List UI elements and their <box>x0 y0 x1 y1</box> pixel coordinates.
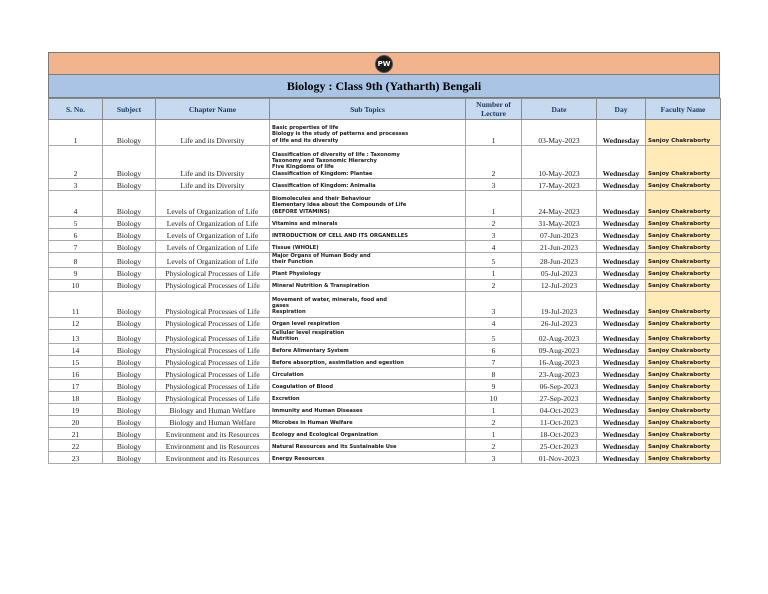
cell-sno: 19 <box>49 404 103 416</box>
cell-faculty: Sanjoy Chakraborty <box>646 291 721 317</box>
cell-day: Wednesday <box>597 404 646 416</box>
sheet-title: Biology : Class 9th (Yatharth) Bengali <box>48 74 720 98</box>
cell-date: 23-Aug-2023 <box>522 368 597 380</box>
cell-sno: 5 <box>49 217 103 229</box>
table-row <box>49 344 721 356</box>
cell-subject: Biology <box>103 291 156 317</box>
cell-subject: Biology <box>103 416 156 428</box>
cell-sno: 6 <box>49 229 103 241</box>
cell-chapter: Levels of Organization of Life <box>156 229 270 241</box>
cell-lecture: 1 <box>466 428 522 440</box>
cell-faculty: Sanjoy Chakraborty <box>646 279 721 291</box>
cell-day: Wednesday <box>597 217 646 229</box>
cell-subject: Biology <box>103 329 156 344</box>
cell-faculty: Sanjoy Chakraborty <box>646 344 721 356</box>
table-body <box>49 120 721 464</box>
logo-bar <box>48 52 720 74</box>
cell-date: 19-Jul-2023 <box>522 291 597 317</box>
cell-sno: 15 <box>49 356 103 368</box>
cell-sno: 2 <box>49 146 103 179</box>
cell-lecture: 9 <box>466 380 522 392</box>
table-row <box>49 146 721 179</box>
table-row <box>49 253 721 268</box>
cell-sno: 23 <box>49 452 103 464</box>
cell-subtopics: Circulation <box>270 368 466 380</box>
cell-day: Wednesday <box>597 428 646 440</box>
cell-subtopics: Classification of diversity of life : Taxonomy Taxonomy and Taxonomic Hierarchy Five Kingdoms of life Classification of Kingdom: Plantae <box>270 146 466 179</box>
table-row <box>49 404 721 416</box>
cell-chapter: Levels of Organization of Life <box>156 191 270 217</box>
cell-day: Wednesday <box>597 440 646 452</box>
cell-subject: Biology <box>103 253 156 268</box>
cell-subject: Biology <box>103 317 156 329</box>
table-row <box>49 217 721 229</box>
cell-lecture: 2 <box>466 146 522 179</box>
cell-faculty: Sanjoy Chakraborty <box>646 416 721 428</box>
cell-subject: Biology <box>103 440 156 452</box>
cell-chapter: Life and its Diversity <box>156 179 270 191</box>
table-row <box>49 440 721 452</box>
cell-subject: Biology <box>103 191 156 217</box>
cell-subtopics: Before absorption, assimilation and egestion <box>270 356 466 368</box>
cell-date: 02-Aug-2023 <box>522 329 597 344</box>
cell-sno: 18 <box>49 392 103 404</box>
cell-chapter: Physiological Processes of Life <box>156 291 270 317</box>
cell-subject: Biology <box>103 217 156 229</box>
cell-date: 05-Jul-2023 <box>522 267 597 279</box>
cell-chapter: Environment and its Resources <box>156 428 270 440</box>
cell-chapter: Physiological Processes of Life <box>156 356 270 368</box>
header-subject: Subject <box>103 99 156 120</box>
cell-chapter: Physiological Processes of Life <box>156 317 270 329</box>
cell-faculty: Sanjoy Chakraborty <box>646 317 721 329</box>
cell-date: 18-Oct-2023 <box>522 428 597 440</box>
cell-day: Wednesday <box>597 279 646 291</box>
pw-logo-icon: PW <box>375 55 393 73</box>
cell-day: Wednesday <box>597 416 646 428</box>
cell-subject: Biology <box>103 356 156 368</box>
cell-date: 25-Oct-2023 <box>522 440 597 452</box>
cell-lecture: 10 <box>466 392 522 404</box>
cell-lecture: 1 <box>466 191 522 217</box>
cell-subtopics: Mineral Nutrition & Transpiration <box>270 279 466 291</box>
cell-day: Wednesday <box>597 191 646 217</box>
cell-lecture: 2 <box>466 416 522 428</box>
table-row <box>49 356 721 368</box>
cell-lecture: 2 <box>466 440 522 452</box>
header-chapter: Chapter Name <box>156 99 270 120</box>
cell-subject: Biology <box>103 428 156 440</box>
cell-sno: 9 <box>49 267 103 279</box>
cell-subject: Biology <box>103 344 156 356</box>
cell-chapter: Environment and its Resources <box>156 452 270 464</box>
cell-faculty: Sanjoy Chakraborty <box>646 329 721 344</box>
schedule-table <box>48 98 721 464</box>
cell-chapter: Life and its Diversity <box>156 146 270 179</box>
cell-day: Wednesday <box>597 291 646 317</box>
cell-lecture: 6 <box>466 344 522 356</box>
cell-subject: Biology <box>103 404 156 416</box>
cell-date: 24-May-2023 <box>522 191 597 217</box>
cell-faculty: Sanjoy Chakraborty <box>646 191 721 217</box>
cell-day: Wednesday <box>597 368 646 380</box>
table-row <box>49 416 721 428</box>
cell-date: 01-Nov-2023 <box>522 452 597 464</box>
cell-chapter: Physiological Processes of Life <box>156 380 270 392</box>
cell-lecture: 1 <box>466 404 522 416</box>
cell-day: Wednesday <box>597 392 646 404</box>
cell-faculty: Sanjoy Chakraborty <box>646 428 721 440</box>
table-row <box>49 428 721 440</box>
cell-faculty: Sanjoy Chakraborty <box>646 120 721 146</box>
cell-date: 21-Jun-2023 <box>522 241 597 253</box>
cell-lecture: 5 <box>466 329 522 344</box>
cell-chapter: Levels of Organization of Life <box>156 217 270 229</box>
cell-date: 31-May-2023 <box>522 217 597 229</box>
table-row <box>49 368 721 380</box>
cell-lecture: 3 <box>466 452 522 464</box>
cell-day: Wednesday <box>597 452 646 464</box>
header-day: Day <box>597 99 646 120</box>
cell-faculty: Sanjoy Chakraborty <box>646 356 721 368</box>
cell-subject: Biology <box>103 380 156 392</box>
cell-day: Wednesday <box>597 356 646 368</box>
cell-subtopics: Classification of Kingdom: Animalia <box>270 179 466 191</box>
cell-date: 27-Sep-2023 <box>522 392 597 404</box>
header-sno: S. No. <box>49 99 103 120</box>
cell-sno: 8 <box>49 253 103 268</box>
cell-day: Wednesday <box>597 146 646 179</box>
cell-chapter: Life and its Diversity <box>156 120 270 146</box>
cell-lecture: 3 <box>466 291 522 317</box>
cell-sno: 13 <box>49 329 103 344</box>
cell-lecture: 1 <box>466 267 522 279</box>
cell-subtopics: Tissue (WHOLE) <box>270 241 466 253</box>
cell-subtopics: Basic properties of life Biology is the study of patterns and processes of life and its diversity <box>270 120 466 146</box>
cell-subtopics: Biomolecules and their Behaviour Elementary idea about the Compounds of Life (BEFORE VITAMINS) <box>270 191 466 217</box>
cell-date: 04-Oct-2023 <box>522 404 597 416</box>
cell-sno: 12 <box>49 317 103 329</box>
cell-subject: Biology <box>103 241 156 253</box>
header-lecture: Number of Lecture <box>466 99 522 120</box>
cell-date: 03-May-2023 <box>522 120 597 146</box>
cell-sno: 21 <box>49 428 103 440</box>
cell-lecture: 7 <box>466 356 522 368</box>
table-row <box>49 179 721 191</box>
cell-day: Wednesday <box>597 380 646 392</box>
cell-chapter: Biology and Human Welfare <box>156 404 270 416</box>
cell-chapter: Levels of Organization of Life <box>156 241 270 253</box>
cell-subject: Biology <box>103 279 156 291</box>
cell-date: 26-Jul-2023 <box>522 317 597 329</box>
cell-day: Wednesday <box>597 179 646 191</box>
cell-faculty: Sanjoy Chakraborty <box>646 253 721 268</box>
cell-faculty: Sanjoy Chakraborty <box>646 452 721 464</box>
cell-subtopics: Coagulation of Blood <box>270 380 466 392</box>
cell-lecture: 5 <box>466 253 522 268</box>
cell-faculty: Sanjoy Chakraborty <box>646 440 721 452</box>
cell-date: 16-Aug-2023 <box>522 356 597 368</box>
cell-chapter: Physiological Processes of Life <box>156 392 270 404</box>
cell-sno: 20 <box>49 416 103 428</box>
schedule-sheet <box>48 52 720 464</box>
table-row <box>49 380 721 392</box>
cell-faculty: Sanjoy Chakraborty <box>646 392 721 404</box>
header-faculty: Faculty Name <box>646 99 721 120</box>
table-row <box>49 291 721 317</box>
cell-subject: Biology <box>103 229 156 241</box>
cell-day: Wednesday <box>597 229 646 241</box>
cell-sno: 17 <box>49 380 103 392</box>
cell-day: Wednesday <box>597 253 646 268</box>
table-row <box>49 191 721 217</box>
cell-faculty: Sanjoy Chakraborty <box>646 217 721 229</box>
table-row <box>49 229 721 241</box>
cell-day: Wednesday <box>597 329 646 344</box>
cell-sno: 3 <box>49 179 103 191</box>
cell-lecture: 4 <box>466 317 522 329</box>
cell-subject: Biology <box>103 452 156 464</box>
cell-sno: 22 <box>49 440 103 452</box>
cell-faculty: Sanjoy Chakraborty <box>646 179 721 191</box>
cell-subject: Biology <box>103 392 156 404</box>
cell-faculty: Sanjoy Chakraborty <box>646 229 721 241</box>
cell-date: 06-Sep-2023 <box>522 380 597 392</box>
cell-subtopics: Major Organs of Human Body and their Function <box>270 253 466 268</box>
cell-subtopics: Natural Resources and its Sustainable Use <box>270 440 466 452</box>
cell-subtopics: Cellular level respiration Nutrition <box>270 329 466 344</box>
cell-subject: Biology <box>103 368 156 380</box>
cell-date: 07-Jun-2023 <box>522 229 597 241</box>
cell-date: 11-Oct-2023 <box>522 416 597 428</box>
cell-chapter: Physiological Processes of Life <box>156 279 270 291</box>
table-row <box>49 329 721 344</box>
cell-day: Wednesday <box>597 317 646 329</box>
cell-chapter: Environment and its Resources <box>156 440 270 452</box>
cell-subtopics: Organ level respiration <box>270 317 466 329</box>
table-row <box>49 317 721 329</box>
cell-date: 09-Aug-2023 <box>522 344 597 356</box>
cell-day: Wednesday <box>597 344 646 356</box>
table-row <box>49 279 721 291</box>
cell-lecture: 2 <box>466 217 522 229</box>
cell-chapter: Physiological Processes of Life <box>156 344 270 356</box>
cell-faculty: Sanjoy Chakraborty <box>646 380 721 392</box>
table-row <box>49 120 721 146</box>
cell-date: 17-May-2023 <box>522 179 597 191</box>
table-row <box>49 452 721 464</box>
header-date: Date <box>522 99 597 120</box>
table-row <box>49 392 721 404</box>
cell-day: Wednesday <box>597 267 646 279</box>
cell-chapter: Levels of Organization of Life <box>156 253 270 268</box>
cell-subject: Biology <box>103 179 156 191</box>
cell-subtopics: Energy Resources <box>270 452 466 464</box>
cell-subtopics: Movement of water, minerals, food and gases Respiration <box>270 291 466 317</box>
cell-sno: 10 <box>49 279 103 291</box>
cell-sno: 1 <box>49 120 103 146</box>
cell-subtopics: Microbes in Human Welfare <box>270 416 466 428</box>
cell-subject: Biology <box>103 146 156 179</box>
cell-lecture: 2 <box>466 279 522 291</box>
cell-date: 28-Jun-2023 <box>522 253 597 268</box>
table-header-row <box>49 99 721 120</box>
cell-day: Wednesday <box>597 241 646 253</box>
cell-subtopics: INTRODUCTION OF CELL AND ITS ORGANELLES <box>270 229 466 241</box>
cell-faculty: Sanjoy Chakraborty <box>646 146 721 179</box>
cell-subject: Biology <box>103 120 156 146</box>
cell-subtopics: Immunity and Human Diseases <box>270 404 466 416</box>
cell-lecture: 8 <box>466 368 522 380</box>
cell-lecture: 1 <box>466 120 522 146</box>
cell-subtopics: Vitamins and minerals <box>270 217 466 229</box>
cell-lecture: 4 <box>466 241 522 253</box>
cell-chapter: Physiological Processes of Life <box>156 329 270 344</box>
cell-subtopics: Excretion <box>270 392 466 404</box>
cell-faculty: Sanjoy Chakraborty <box>646 368 721 380</box>
cell-date: 10-May-2023 <box>522 146 597 179</box>
cell-sno: 11 <box>49 291 103 317</box>
cell-lecture: 3 <box>466 179 522 191</box>
cell-faculty: Sanjoy Chakraborty <box>646 267 721 279</box>
cell-subject: Biology <box>103 267 156 279</box>
header-subtopics: Sub Topics <box>270 99 466 120</box>
cell-chapter: Biology and Human Welfare <box>156 416 270 428</box>
cell-faculty: Sanjoy Chakraborty <box>646 241 721 253</box>
cell-sno: 4 <box>49 191 103 217</box>
table-row <box>49 241 721 253</box>
cell-subtopics: Ecology and Ecological Organization <box>270 428 466 440</box>
cell-sno: 16 <box>49 368 103 380</box>
cell-faculty: Sanjoy Chakraborty <box>646 404 721 416</box>
cell-sno: 7 <box>49 241 103 253</box>
cell-date: 12-Jul-2023 <box>522 279 597 291</box>
cell-subtopics: Before Alimentary System <box>270 344 466 356</box>
cell-chapter: Physiological Processes of Life <box>156 368 270 380</box>
cell-subtopics: Plant Physiology <box>270 267 466 279</box>
table-row <box>49 267 721 279</box>
cell-lecture: 3 <box>466 229 522 241</box>
cell-chapter: Physiological Processes of Life <box>156 267 270 279</box>
cell-sno: 14 <box>49 344 103 356</box>
cell-day: Wednesday <box>597 120 646 146</box>
